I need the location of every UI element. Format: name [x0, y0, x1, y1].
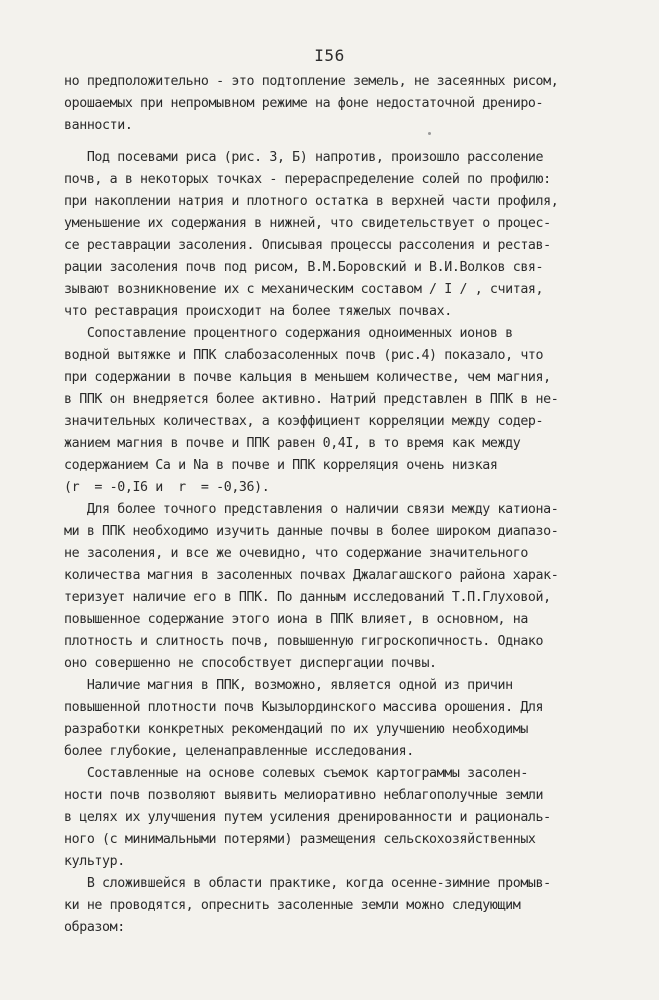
- text-line: водной вытяжке и ППК слабозасоленных почв (рис.4) показало, что: [64, 348, 544, 363]
- text-line: повышенной плотности почв Кызылординского массива орошения. Для: [64, 700, 544, 715]
- text-line: Под посевами риса (рис. 3, Б) напротив, произошло рассоление: [64, 150, 544, 165]
- text-line: ванности.: [64, 118, 133, 133]
- text-line: Сопоставление процентного содержания одноименных ионов в: [64, 326, 513, 341]
- text-line: уменьшение их содержания в нижней, что свидетельствует о процес-: [64, 216, 551, 231]
- text-line: Для более точного представления о наличии связи между катиона-: [64, 502, 559, 517]
- text-line: се реставрации засоления. Описывая процессы рассоления и рестав-: [64, 238, 551, 253]
- text-line: содержанием Са и Na в почве и ППК корреляция очень низкая: [64, 458, 498, 473]
- text-line: орошаемых при непромывном режиме на фоне недостаточной дрениро-: [64, 96, 544, 111]
- text-line: ного (с минимальными потерями) размещения сельскохозяйственных: [64, 832, 536, 847]
- text-line: оно совершенно не способствует диспергации почвы.: [64, 656, 437, 671]
- text-line: ки не проводятся, опреснить засоленные земли можно следующим: [64, 898, 521, 913]
- text-line: при содержании в почве кальция в меньшем количестве, чем магния,: [64, 370, 551, 385]
- text-line: значительных количествах, а коэффициент корреляции между содер-: [64, 414, 544, 429]
- text-line: образом:: [64, 920, 125, 935]
- text-line: разработки конкретных рекомендаций по их улучшению необходимы: [64, 722, 528, 737]
- text-line: что реставрация происходит на более тяжелых почвах.: [64, 304, 452, 319]
- text-line: ми в ППК необходимо изучить данные почвы в более широком диапазо-: [64, 524, 559, 539]
- page-number: I56: [314, 46, 345, 65]
- text-line: при накоплении натрия и плотного остатка в верхней части профиля,: [64, 194, 559, 209]
- text-line: В сложившейся в области практике, когда осенне-зимние промыв-: [64, 876, 551, 891]
- text-line: жанием магния в почве и ППК равен 0,4I, в то время как между: [64, 436, 521, 451]
- text-line: в ППК он внедряется более активно. Натрий представлен в ППК в не-: [64, 392, 559, 407]
- text-line: зывают возникновение их с механическим составом / I / , считая,: [64, 282, 544, 297]
- text-line: количества магния в засоленных почвах Джалагашского района харак-: [64, 568, 559, 583]
- text-line: культур.: [64, 854, 125, 869]
- text-line: рации засоления почв под рисом, В.М.Боровский и В.И.Волков свя-: [64, 260, 544, 275]
- text-line: Наличие магния в ППК, возможно, является одной из причин: [64, 678, 513, 693]
- text-line: плотность и слитность почв, повышенную гигроскопичность. Однако: [64, 634, 544, 649]
- scan-speck: [428, 132, 431, 135]
- text-line: в целях их улучшения путем усиления дренированности и рациональ-: [64, 810, 551, 825]
- text-line: теризует наличие его в ППК. По данным исследований Т.П.Глуховой,: [64, 590, 551, 605]
- text-line: ности почв позволяют выявить мелиоративно неблагополучные земли: [64, 788, 544, 803]
- text-line: Составленные на основе солевых съемок картограммы засолен-: [64, 766, 528, 781]
- text-line: более глубокие, целенаправленные исследования.: [64, 744, 414, 759]
- text-line: повышенное содержание этого иона в ППК влияет, в основном, на: [64, 612, 528, 627]
- text-line: не засоления, и все же очевидно, что содержание значительного: [64, 546, 528, 561]
- text-line: (r = -0,I6 и r = -0,36).: [64, 480, 270, 495]
- text-line: но предположительно - это подтопление земель, не засеянных рисом,: [64, 74, 559, 89]
- text-line: почв, а в некоторых точках - перераспределение солей по профилю:: [64, 172, 551, 187]
